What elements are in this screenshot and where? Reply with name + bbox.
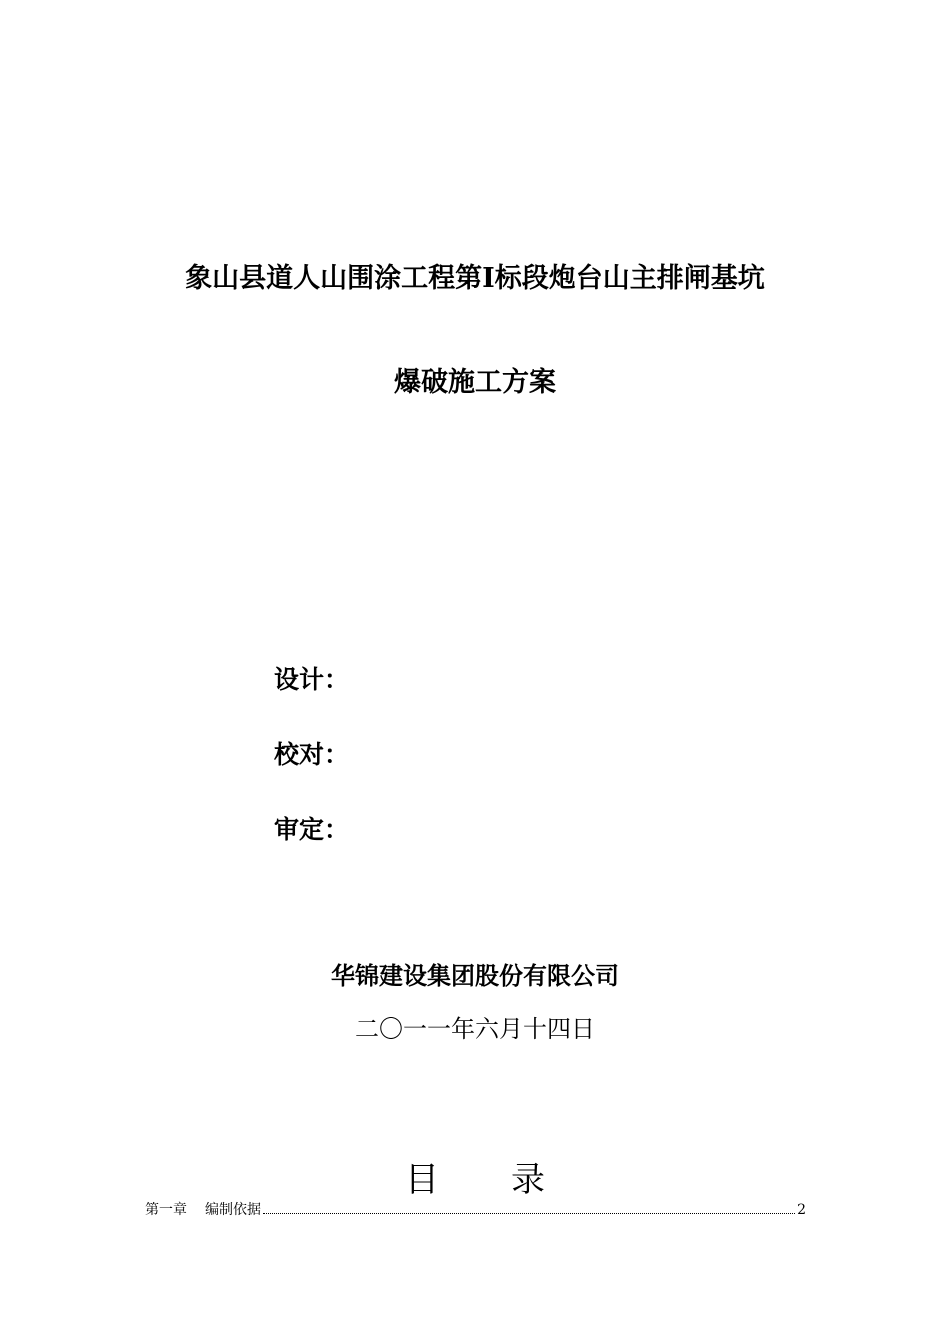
toc-entry-page-number: 2 [797,1202,806,1218]
document-title-line-1: 象山县道人山围涂工程第Ⅰ标段炮台山主排闸基坑 [185,263,765,294]
document-date: 二〇一一年六月十四日 [355,1015,595,1043]
signature-approve-label: 审定： [274,815,350,844]
toc-heading [0,1152,950,1201]
document-title-line-2: 爆破施工方案 [394,367,556,398]
signature-design-label: 设计： [274,665,350,694]
signature-check-label: 校对： [274,740,350,769]
toc-entry-title: 编制依据 [205,1202,261,1218]
company-name: 华锦建设集团股份有限公司 [331,961,619,990]
toc-entry-chapter: 第一章 [145,1202,187,1218]
toc-entry-leader-dots [263,1203,795,1214]
toc-heading-right: 录 [511,1160,545,1200]
toc-entry[interactable] [145,1199,806,1219]
toc-heading-left: 目 [405,1160,439,1200]
